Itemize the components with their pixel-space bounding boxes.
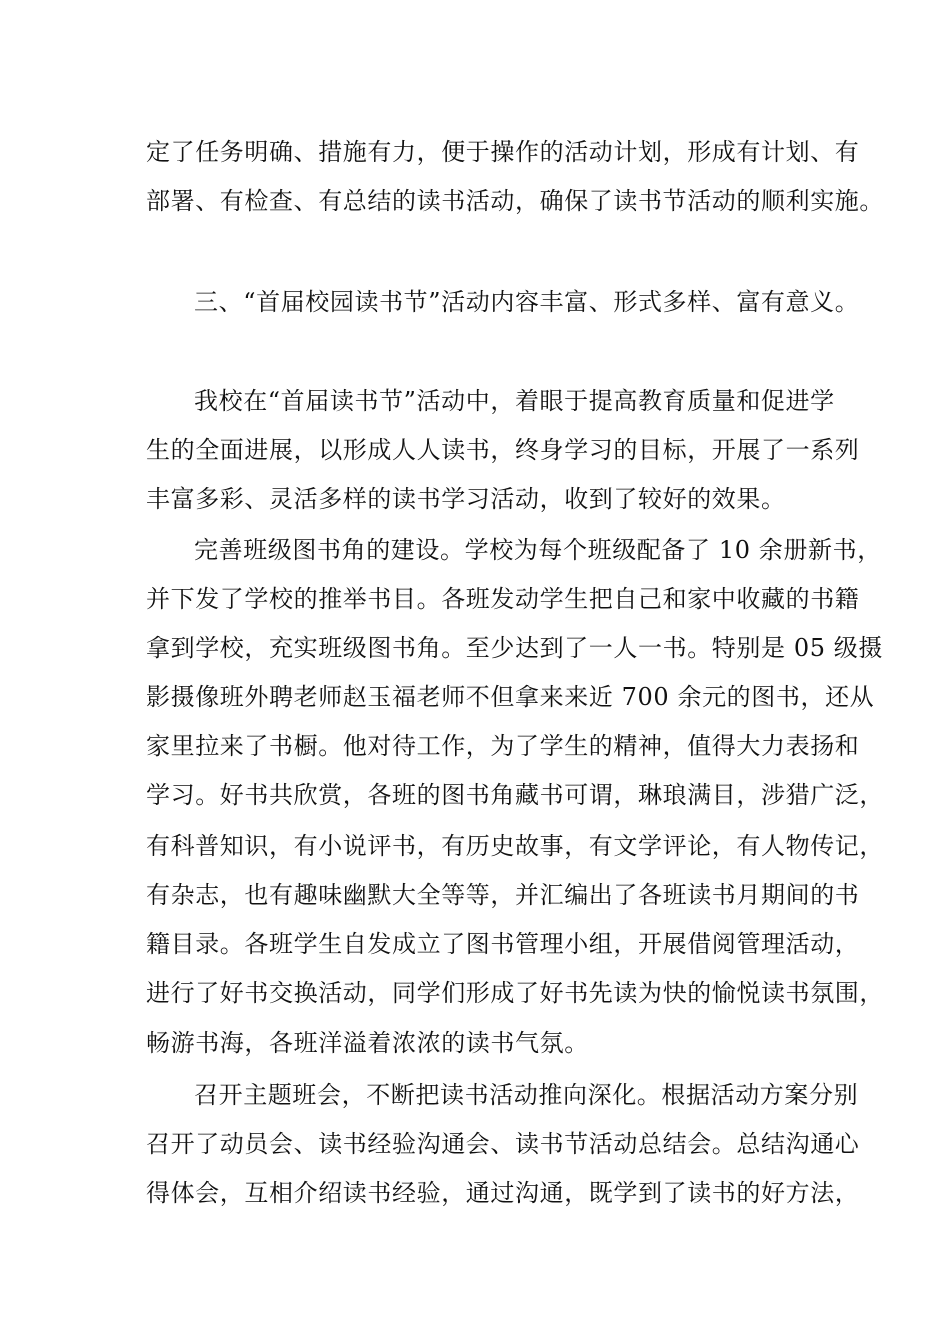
text-line: 影摄像班外聘老师赵玉福老师不但拿来来近 700 余元的图书，还从 (146, 683, 875, 711)
text-line: 生的全面进展，以形成人人读书，终身学习的目标，开展了一系列 (146, 436, 860, 464)
text-line: 召开主题班会，不断把读书活动推向深化。根据活动方案分别 (194, 1081, 859, 1109)
text-line: 畅游书海，各班洋溢着浓浓的读书气氛。 (146, 1029, 589, 1057)
text-line: 定了任务明确、措施有力，便于操作的活动计划，形成有计划、有 (146, 138, 860, 166)
text-line: 有杂志，也有趣味幽默大全等等，并汇编出了各班读书月期间的书 (146, 881, 860, 909)
section-heading: 三、“首届校园读书节”活动内容丰富、形式多样、富有意义。 (194, 288, 860, 316)
text-line: 有科普知识，有小说评书，有历史故事，有文学评论，有人物传记， (146, 832, 884, 860)
text-line: 拿到学校，充实班级图书角。至少达到了一人一书。特别是 05 级摄 (146, 634, 883, 662)
text-line: 并下发了学校的推举书目。各班发动学生把自己和家中收藏的书籍 (146, 585, 860, 613)
text-line: 部署、有检查、有总结的读书活动，确保了读书节活动的顺利实施。 (146, 187, 884, 215)
text-line: 得体会，互相介绍读书经验，通过沟通，既学到了读书的好方法， (146, 1179, 860, 1207)
text-line: 我校在“首届读书节”活动中，着眼于提高教育质量和促进学 (194, 387, 835, 415)
text-line: 学习。好书共欣赏，各班的图书角藏书可谓，琳琅满目，涉猎广泛， (146, 781, 884, 809)
text-line: 进行了好书交换活动，同学们形成了好书先读为快的愉悦读书氛围， (146, 979, 884, 1007)
text-line: 家里拉来了书橱。他对待工作，为了学生的精神，值得大力表扬和 (146, 732, 860, 760)
text-line: 籍目录。各班学生自发成立了图书管理小组，开展借阅管理活动， (146, 930, 860, 958)
text-line: 完善班级图书角的建设。学校为每个班级配备了 10 余册新书， (194, 536, 882, 564)
text-line: 召开了动员会、读书经验沟通会、读书节活动总结会。总结沟通心 (146, 1130, 860, 1158)
text-line: 丰富多彩、灵活多样的读书学习活动，收到了较好的效果。 (146, 485, 786, 513)
